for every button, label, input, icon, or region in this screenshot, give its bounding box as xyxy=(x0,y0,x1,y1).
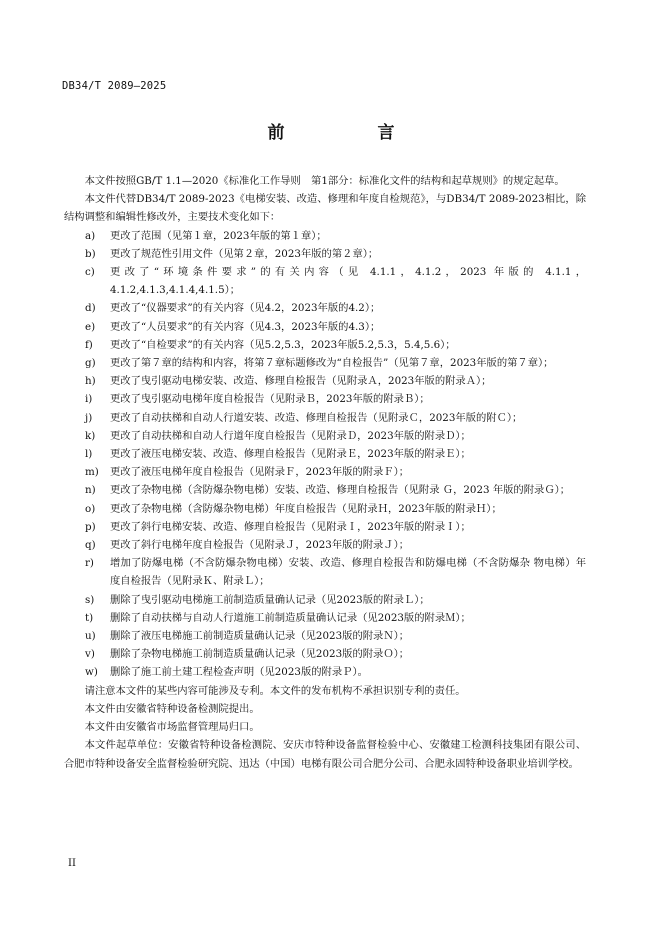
change-item-label: i) xyxy=(85,393,93,406)
change-item-text: 更改了斜行电梯年度自检报告（见附录Ｊ，2023年版的附录Ｊ）； xyxy=(110,539,410,552)
change-item-label: s) xyxy=(85,593,95,606)
change-list-item xyxy=(64,372,586,390)
change-item-label: u) xyxy=(85,630,96,643)
change-item-text: 增加了防爆电梯（不含防爆杂物电梯）安装、改造、修理自检报告和防爆电梯（不含防爆杂 物电梯）年度自检报告（见附录Ｋ、附录Ｌ）； xyxy=(110,557,586,588)
change-item-text: 更改了“自检要求”的有关内容（见5.2,5.3，2023年版5.2,5.3，5.4,5.6）； xyxy=(110,338,456,351)
change-list-item xyxy=(64,645,586,663)
change-item-text: 更改了“仪器要求”的有关内容（见4.2，2023年版的4.2）； xyxy=(110,302,381,315)
change-list-item xyxy=(64,390,586,408)
standard-code: DB34/T 2089—2025 xyxy=(62,80,167,92)
change-item-label: w) xyxy=(85,666,98,679)
change-item-text: 更改了自动扶梯和自动人行道安装、改造、修理自检报告（见附录Ｃ，2023年版的附Ｃ）； xyxy=(110,411,523,424)
change-item-text: 删除了液压电梯施工前制造质量确认记录（见2023版的附录Ｎ）； xyxy=(110,630,410,643)
change-item-label: c) xyxy=(85,266,95,279)
change-list-item xyxy=(64,591,586,609)
change-item-label: h) xyxy=(85,375,96,388)
page-number: II xyxy=(68,858,76,869)
change-list-item xyxy=(64,354,586,372)
change-item-text: 更改了液压电梯年度自检报告（见附录Ｆ，2023年版的附录Ｆ）； xyxy=(110,466,410,479)
change-list-item xyxy=(64,227,586,245)
change-item-text: 更改了曳引驱动电梯年度自检报告（见附录Ｂ，2023年版的附录Ｂ）； xyxy=(110,393,430,406)
change-item-text: 更改了范围（见第１章，2023年版的第１章）； xyxy=(110,229,327,242)
change-item-text: 更改了斜行电梯安装、改造、修理自检报告（见附录Ｉ，2023年版的附录Ｉ）； xyxy=(110,520,471,533)
change-item-label: m) xyxy=(85,466,99,479)
administrator-statement: 本文件由安徽省市场监督管理局归口。 xyxy=(84,721,260,734)
change-item-text: 更改了第７章的结构和内容，将第７章标题修改为“自检报告”（见第７章，2023年版的第７章）； xyxy=(110,357,554,370)
change-item-label: n) xyxy=(85,484,96,497)
change-item-label: l) xyxy=(85,448,93,461)
change-item-text: 更改了杂物电梯（含防爆杂物电梯）安装、改造、修理自检报告（见附录 Ｇ，2023 年版的附录Ｇ）； xyxy=(110,484,571,497)
drafting-units: 本文件起草单位：安徽省特种设备检测院、安庆市特种设备监督检验中心、安徽建工检测科技集团有限公司、合肥市特种设备安全监督检验研究院、迅达（中国）电梯有限公司合肥分公司、合肥永固特种设备职业培训学校。 xyxy=(64,739,586,770)
change-item-label: r) xyxy=(85,557,94,570)
change-item-text: 删除了曳引驱动电梯施工前制造质量确认记录（见2023版的附录Ｌ）； xyxy=(110,593,430,606)
change-item-label: k) xyxy=(85,429,96,442)
change-list-item xyxy=(64,627,586,645)
change-item-text: 更改了曳引驱动电梯安装、改造、修理自检报告（见附录Ａ，2023年版的附录Ａ）； xyxy=(110,375,492,388)
change-item-label: p) xyxy=(85,520,96,533)
change-list-item xyxy=(64,518,586,536)
change-item-text: 更改了规范性引用文件（见第２章，2023年版的第２章）； xyxy=(110,247,379,260)
intro-paragraph-1: 本文件按照GB/T 1.1—2020《标准化工作导则 第1部分：标准化文件的结构和起草规则》的规定起草。 xyxy=(84,175,565,187)
change-item-label: g) xyxy=(85,357,96,370)
change-item-label: t) xyxy=(85,611,94,624)
change-list-item xyxy=(64,481,586,499)
change-item-text: 更改了“环境条件要求”的有关内容（见 4.1.1，4.1.2，2023 年版的 4.1.1，4.1.2,4.1.3,4.1.4,4.1.5）； xyxy=(110,266,586,297)
change-item-text: 更改了液压电梯安装、改造、修理自检报告（见附录Ｅ，2023年版的附录Ｅ）； xyxy=(110,448,471,461)
page-title: 前 言 xyxy=(267,123,433,143)
change-list-item xyxy=(64,463,586,481)
change-list-item xyxy=(64,609,586,627)
proposer-statement: 本文件由安徽省特种设备检测院提出。 xyxy=(84,702,260,715)
change-item-label: a) xyxy=(85,229,96,242)
change-item-label: f) xyxy=(85,338,93,351)
change-item-label: d) xyxy=(85,302,96,315)
change-list-item xyxy=(64,536,586,554)
change-item-text: 删除了杂物电梯施工前制造质量确认记录（见2023版的附录Ｏ）； xyxy=(110,648,410,661)
change-list-item xyxy=(64,318,586,336)
change-list-item xyxy=(64,409,586,427)
change-item-text: 更改了“人员要求”的有关内容（见4.3，2023年版的4.3）； xyxy=(110,320,381,333)
change-list-item xyxy=(64,445,586,463)
change-item-text: 删除了施工前土建工程检查声明（见2023版的附录Ｐ）。 xyxy=(110,666,368,679)
change-list-item xyxy=(64,554,586,590)
change-item-label: e) xyxy=(85,320,96,333)
change-list-item xyxy=(64,336,586,354)
change-list-item xyxy=(64,245,586,263)
change-list xyxy=(64,227,586,682)
document-body xyxy=(64,172,586,773)
change-item-text: 更改了杂物电梯（含防爆杂物电梯）年度自检报告（见附录Ｈ，2023年版的附录Ｈ）； xyxy=(110,502,502,515)
intro-paragraph-2: 本文件代替DB34/T 2089-2023《电梯安装、改造、修理和年度自检规范》，与DB34/T 2089-2023相比，除结构调整和编辑性修改外，主要技术变化如下： xyxy=(64,193,586,224)
change-item-label: b) xyxy=(85,247,96,260)
change-list-item xyxy=(64,299,586,317)
change-list-item xyxy=(64,263,586,299)
patent-notice: 请注意本文件的某些内容可能涉及专利。本文件的发布机构不承担识别专利的责任。 xyxy=(84,684,466,697)
change-item-label: q) xyxy=(85,539,96,552)
change-item-label: j) xyxy=(85,411,93,424)
change-item-text: 删除了自动扶梯与自动人行道施工前制造质量确认记录（见2023版的附录Ｍ）； xyxy=(110,611,471,624)
change-item-label: o) xyxy=(85,502,96,515)
change-list-item xyxy=(64,663,586,681)
change-list-item xyxy=(64,427,586,445)
change-item-text: 更改了自动扶梯和自动人行道年度自检报告（见附录Ｄ，2023年版的附录Ｄ）； xyxy=(110,429,471,442)
change-item-label: v) xyxy=(85,648,95,661)
change-list-item xyxy=(64,500,586,518)
